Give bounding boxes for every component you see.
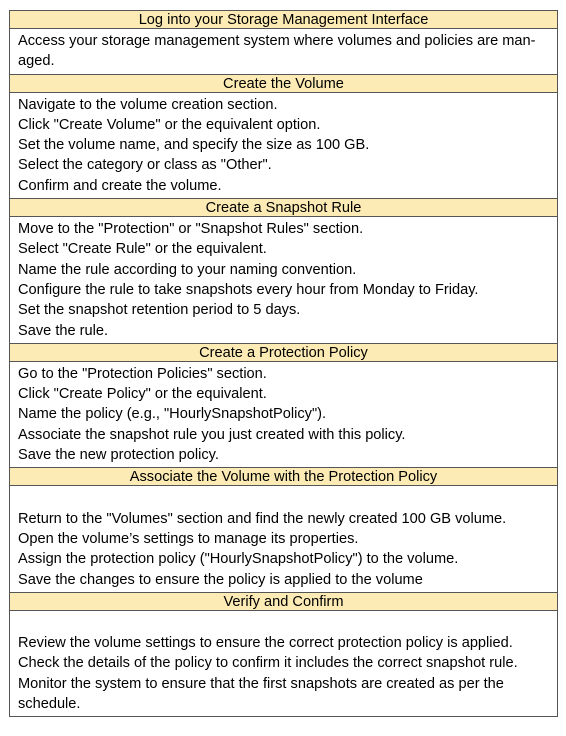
step-line: Assign the protection policy ("HourlySnapshotPolicy") to the volume. [18,551,459,568]
step-line: Save the rule. [18,322,109,339]
section-title-associate-volume: Associate the Volume with the Protection Policy [9,467,558,486]
section-title-create-volume: Create the Volume [9,74,558,93]
step-line: Open the volume’s settings to manage its properties. [18,530,359,547]
step-line: Access your storage management system where volumes and policies are man- [18,33,536,49]
step-line: Click "Create Volume" or the equivalent option. [18,116,321,133]
step-line: Go to the "Protection Policies" section. [18,365,267,382]
step-line: Name the policy (e.g., "HourlySnapshotPolicy"). [18,406,327,423]
step-line: Configure the rule to take snapshots every hour from Monday to Friday. [18,281,479,298]
step-line: Click "Create Policy" or the equivalent. [18,386,267,403]
step-line: Confirm and create the volume. [18,177,222,194]
step-line: Navigate to the volume creation section. [18,96,278,113]
step-line: Move to the "Protection" or "Snapshot Rules" section. [18,221,364,238]
step-line: Review the volume settings to ensure the correct protection policy is applied. [18,635,513,652]
step-line: Check the details of the policy to confirm it includes the correct snapshot rule. [18,655,518,672]
step-line: aged. [18,53,55,70]
section-body-associate-volume [9,486,558,591]
step-line: Monitor the system to ensure that the first snapshots are created as per the [18,675,504,692]
section-title-snapshot-rule: Create a Snapshot Rule [9,198,558,217]
section-body-verify [9,611,558,717]
step-line: Save the new protection policy. [18,447,219,464]
section-body-create-volume [9,93,558,198]
step-line: schedule. [18,696,81,713]
section-title-verify: Verify and Confirm [9,592,558,611]
step-line: Set the snapshot retention period to 5 days. [18,302,301,319]
step-line: Name the rule according to your naming convention. [18,261,357,278]
blank-line [18,613,551,633]
section-body-login [9,29,558,74]
step-line: Return to the "Volumes" section and find the newly created 100 GB volume. [18,510,507,527]
section-body-protection-policy [9,362,558,467]
steps-table [9,10,558,717]
section-body-snapshot-rule [9,217,558,343]
step-line: Associate the snapshot rule you just created with this policy. [18,426,406,443]
section-title-protection-policy: Create a Protection Policy [9,343,558,362]
blank-line [18,488,551,508]
step-line: Save the changes to ensure the policy is applied to the volume [18,571,423,588]
step-line: Select the category or class as "Other". [18,157,272,174]
step-line: Select "Create Rule" or the equivalent. [18,241,267,258]
section-title-login: Log into your Storage Management Interface [9,10,558,29]
step-line: Set the volume name, and specify the size as 100 GB. [18,137,370,154]
